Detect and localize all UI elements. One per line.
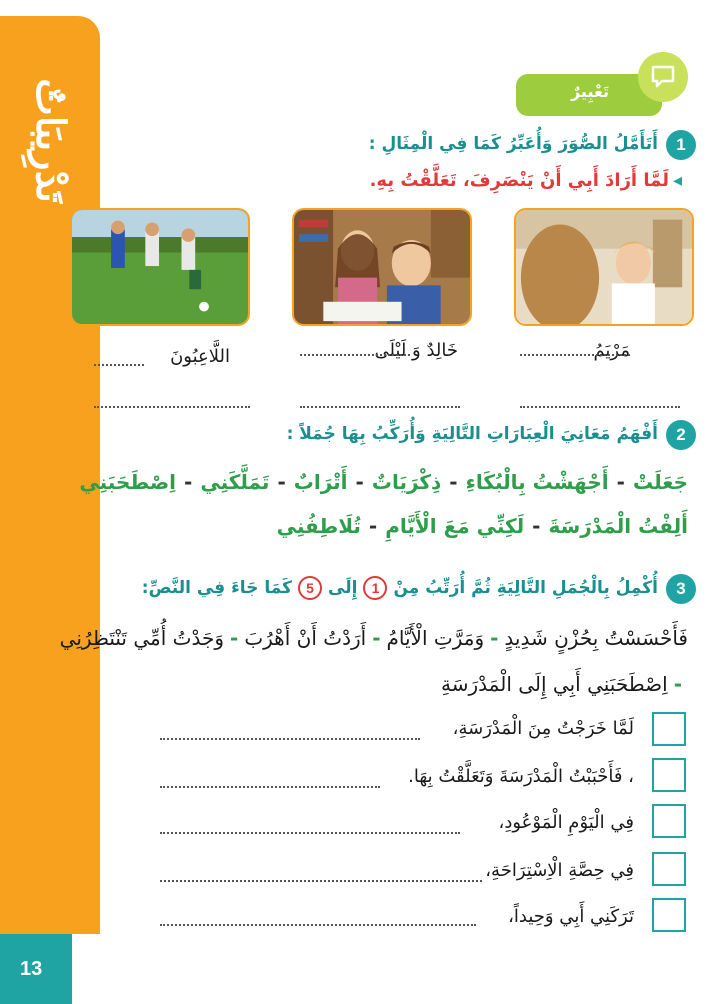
option: أَرَدْتُ أَنْ أَهْرُبَ bbox=[244, 626, 367, 650]
answer-line[interactable] bbox=[94, 364, 144, 366]
order-box[interactable] bbox=[652, 804, 686, 838]
order-row-text: تَرَكَنِي أَبِي وَحِيداً، bbox=[508, 906, 634, 927]
answer-line[interactable] bbox=[160, 880, 482, 882]
caption-mariam: مَرْيَمُ bbox=[593, 340, 630, 361]
answer-line[interactable] bbox=[300, 406, 460, 408]
phrase: جَعَلَتْ bbox=[632, 470, 688, 494]
section-badge-label: تَعْبِيرٌ bbox=[570, 82, 610, 101]
question-1-number: 1 bbox=[666, 130, 696, 160]
options-row-2: -اِصْطَحَبَنِي أَبِي إِلَى الْمَدْرَسَةِ bbox=[441, 672, 682, 696]
phrase: أَتْرَابٌ bbox=[293, 470, 348, 494]
phrase: لَكِنِّي مَعَ الْأَيَّامِ bbox=[385, 514, 525, 538]
answer-line[interactable] bbox=[160, 924, 476, 926]
to-number: 5 bbox=[298, 576, 322, 600]
answer-line[interactable] bbox=[160, 832, 460, 834]
photo-players bbox=[70, 208, 250, 326]
example-text: لَمَّا أَرَادَ أَبِي أَنْ يَنْصَرِفَ، تَعَلَّقْتُ بِهِ. bbox=[369, 170, 669, 191]
bullet-arrow-icon: ◂ bbox=[672, 170, 682, 191]
answer-line[interactable] bbox=[160, 786, 380, 788]
answer-line[interactable] bbox=[520, 406, 680, 408]
option: اِصْطَحَبَنِي أَبِي إِلَى الْمَدْرَسَةِ bbox=[441, 672, 668, 696]
phrase: اِصْطَحَبَنِي bbox=[79, 470, 177, 494]
speech-bubble-icon bbox=[638, 52, 688, 102]
options-row-1: فَأَحْسَسْتُ بِحُزْنٍ شَدِيدٍ-وَمَرَّتِ الْأَيَّامُ-أَرَدْتُ أَنْ أَهْرُبَ-وَجَدْتُ أُمِّي تَنْتَظِرُنِي bbox=[59, 626, 688, 650]
photo-khaled-laila bbox=[292, 208, 472, 326]
option: وَجَدْتُ أُمِّي تَنْتَظِرُنِي bbox=[59, 626, 224, 650]
order-box[interactable] bbox=[652, 712, 686, 746]
phrases-row-2: أَلِفْتُ الْمَدْرَسَةَ-لَكِنِّي مَعَ الْأَيَّامِ-تُلَاطِفُنِي bbox=[276, 514, 688, 538]
question-1-title: أَتَأَمَّلُ الصُّوَرَ وَأُعَبِّرُ كَمَا فِي الْمِثَالِ : bbox=[368, 134, 658, 154]
from-number: 1 bbox=[363, 576, 387, 600]
question-3-number: 3 bbox=[666, 574, 696, 604]
answer-line[interactable] bbox=[94, 406, 250, 408]
phrase: تَمَلَّكَنِي bbox=[200, 470, 270, 494]
phrase: أَلِفْتُ الْمَدْرَسَةَ bbox=[548, 514, 688, 538]
option: وَمَرَّتِ الْأَيَّامُ bbox=[386, 626, 485, 650]
order-box[interactable] bbox=[652, 852, 686, 886]
phrases-row-1: جَعَلَتْ-أَجْهَشْتُ بِالْبُكَاءِ-ذِكْرَيَاتٌ-أَتْرَابٌ-تَمَلَّكَنِي-اِصْطَحَبَنِي bbox=[79, 470, 688, 494]
order-box[interactable] bbox=[652, 758, 686, 792]
phrase: أَجْهَشْتُ بِالْبُكَاءِ bbox=[465, 470, 609, 494]
order-row-text: فِي الْيَوْمِ الْمَوْعُودِ، bbox=[498, 812, 634, 833]
order-row-text: لَمَّا خَرَجْتُ مِنَ الْمَدْرَسَةِ، bbox=[452, 718, 634, 739]
question-1-example bbox=[370, 170, 682, 191]
answer-line[interactable] bbox=[160, 738, 420, 740]
photo-mariam bbox=[514, 208, 694, 326]
answer-line[interactable] bbox=[520, 354, 630, 356]
phrase: ذِكْرَيَاتٌ bbox=[371, 470, 442, 494]
sidebar-title: تَدْرِيبَاتٌ bbox=[26, 77, 74, 203]
order-box[interactable] bbox=[652, 898, 686, 932]
question-2-number: 2 bbox=[666, 420, 696, 450]
phrase: تُلَاطِفُنِي bbox=[276, 514, 361, 538]
order-row-text: فِي حِصَّةِ الْاِسْتِرَاحَةِ، bbox=[485, 860, 634, 881]
caption-players: اللَّاعِبُونَ bbox=[170, 346, 230, 367]
question-3-title: أُكْمِلُ بِالْجُمَلِ التَّالِيَةِ ثُمَّ أُرَتِّبُ مِنْ1إِلَى5كَمَا جَاءَ فِي النَّصِّ: bbox=[141, 578, 658, 598]
caption-khaled-laila: خَالِدٌ وَ لَيْلَى bbox=[374, 340, 458, 361]
question-2-title: أَفْهَمُ مَعَانِيَ الْعِبَارَاتِ التَّالِيَةِ وَأُرَكِّبُ بِهَا جُمَلاً : bbox=[286, 424, 658, 444]
option: فَأَحْسَسْتُ بِحُزْنٍ شَدِيدٍ bbox=[504, 626, 688, 650]
order-row-text: ، فَأَحْبَبْتُ الْمَدْرَسَةَ وَتَعَلَّقْتُ بِهَا. bbox=[408, 766, 634, 787]
page-number: 13 bbox=[20, 958, 43, 980]
answer-line[interactable] bbox=[300, 354, 410, 356]
